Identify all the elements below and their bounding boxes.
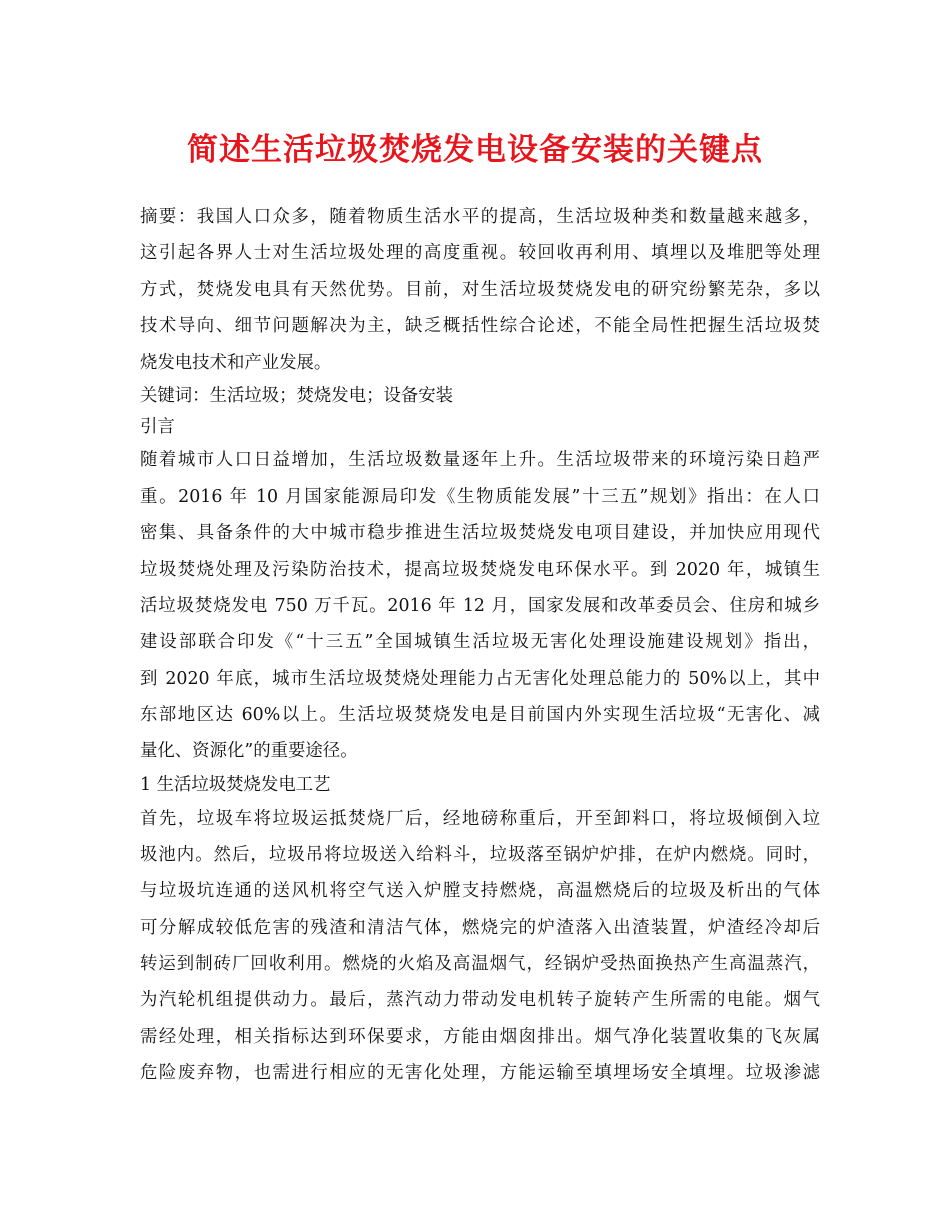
section-1-line: 危险废弃物，也需进行相应的无害化处理，方能运输至填埋场安全填埋。垃圾渗滤 bbox=[140, 1063, 820, 1084]
intro-line: 重。2016 年 10 月国家能源局印发《生物质能发展”十三五”规划》指出：在人口 bbox=[140, 486, 820, 507]
section-1-line: 首先，垃圾车将垃圾运抵焚烧厂后，经地磅称重后，开至卸料口，将垃圾倾倒入垃 bbox=[140, 808, 820, 829]
abstract-paragraph bbox=[140, 199, 820, 381]
abstract-line: 方式，焚烧发电具有天然优势。目前，对生活垃圾焚烧发电的研究纷繁芜杂，多以 bbox=[140, 279, 820, 300]
section-1-line: 可分解成较低危害的残渣和清洁气体，燃烧完的炉渣落入出渣装置，炉渣经冷却后 bbox=[140, 917, 820, 938]
intro-line: 随着城市人口日益增加，生活垃圾数量逐年上升。生活垃圾带来的环境污染日趋严 bbox=[140, 450, 820, 471]
intro-paragraph bbox=[140, 442, 820, 770]
abstract-line: 技术导向、细节问题解决为主，缺乏概括性综合论述，不能全局性把握生活垃圾焚 bbox=[140, 316, 820, 337]
intro-line: 量化、资源化”的重要途径。 bbox=[140, 741, 358, 762]
document-title: 简述生活垃圾焚烧发电设备安装的关键点 bbox=[187, 132, 763, 168]
section-1-line: 转运到制砖厂回收利用。燃烧的火焰及高温烟气，经锅炉受热面换热产生高温蒸汽， bbox=[140, 954, 820, 975]
intro-line: 活垃圾焚烧发电 750 万千瓦。2016 年 12 月，国家发展和改革委员会、住房和城乡 bbox=[140, 595, 820, 616]
abstract-line: 摘要：我国人口众多，随着物质生活水平的提高，生活垃圾种类和数量越来越多， bbox=[140, 207, 820, 227]
intro-line: 密集、具备条件的大中城市稳步推进生活垃圾焚烧发电项目建设，并加快应用现代 bbox=[140, 523, 820, 544]
section-1-line: 需经处理，相关指标达到环保要求，方能由烟囱排出。烟气净化装置收集的飞灰属 bbox=[140, 1026, 820, 1047]
abstract-line: 烧发电技术和产业发展。 bbox=[140, 352, 332, 373]
section-1-line: 圾池内。然后，垃圾吊将垃圾送入给料斗，垃圾落至锅炉炉排，在炉内燃烧。同时， bbox=[140, 844, 820, 865]
intro-line: 建设部联合印发《“十三五”全国城镇生活垃圾无害化处理设施建设规划》指出， bbox=[140, 632, 820, 653]
section-1-paragraph bbox=[140, 801, 820, 1092]
intro-heading: 引言 bbox=[140, 416, 175, 437]
intro-line: 到 2020 年底，城市生活垃圾焚烧处理能力占无害化处理总能力的 50%以上，其中 bbox=[140, 668, 820, 689]
intro-line: 垃圾焚烧处理及污染防治技术，提高垃圾焚烧发电环保水平。到 2020 年，城镇生 bbox=[140, 559, 820, 580]
document-body bbox=[140, 199, 820, 1092]
keywords-line: 关键词：生活垃圾；焚烧发电；设备安装 bbox=[140, 385, 454, 406]
intro-line: 东部地区达 60%以上。生活垃圾焚烧发电是目前国内外实现生活垃圾“无害化、减 bbox=[140, 705, 820, 726]
section-1-line: 与垃圾坑连通的送风机将空气送入炉膛支持燃烧，高温燃烧后的垃圾及析出的气体 bbox=[140, 881, 820, 902]
section-1-heading: 1 生活垃圾焚烧发电工艺 bbox=[140, 774, 331, 795]
section-1-line: 为汽轮机组提供动力。最后，蒸汽动力带动发电机转子旋转产生所需的电能。烟气 bbox=[140, 990, 820, 1011]
abstract-line: 这引起各界人士对生活垃圾处理的高度重视。较回收再利用、填埋以及堆肥等处理 bbox=[140, 243, 820, 264]
